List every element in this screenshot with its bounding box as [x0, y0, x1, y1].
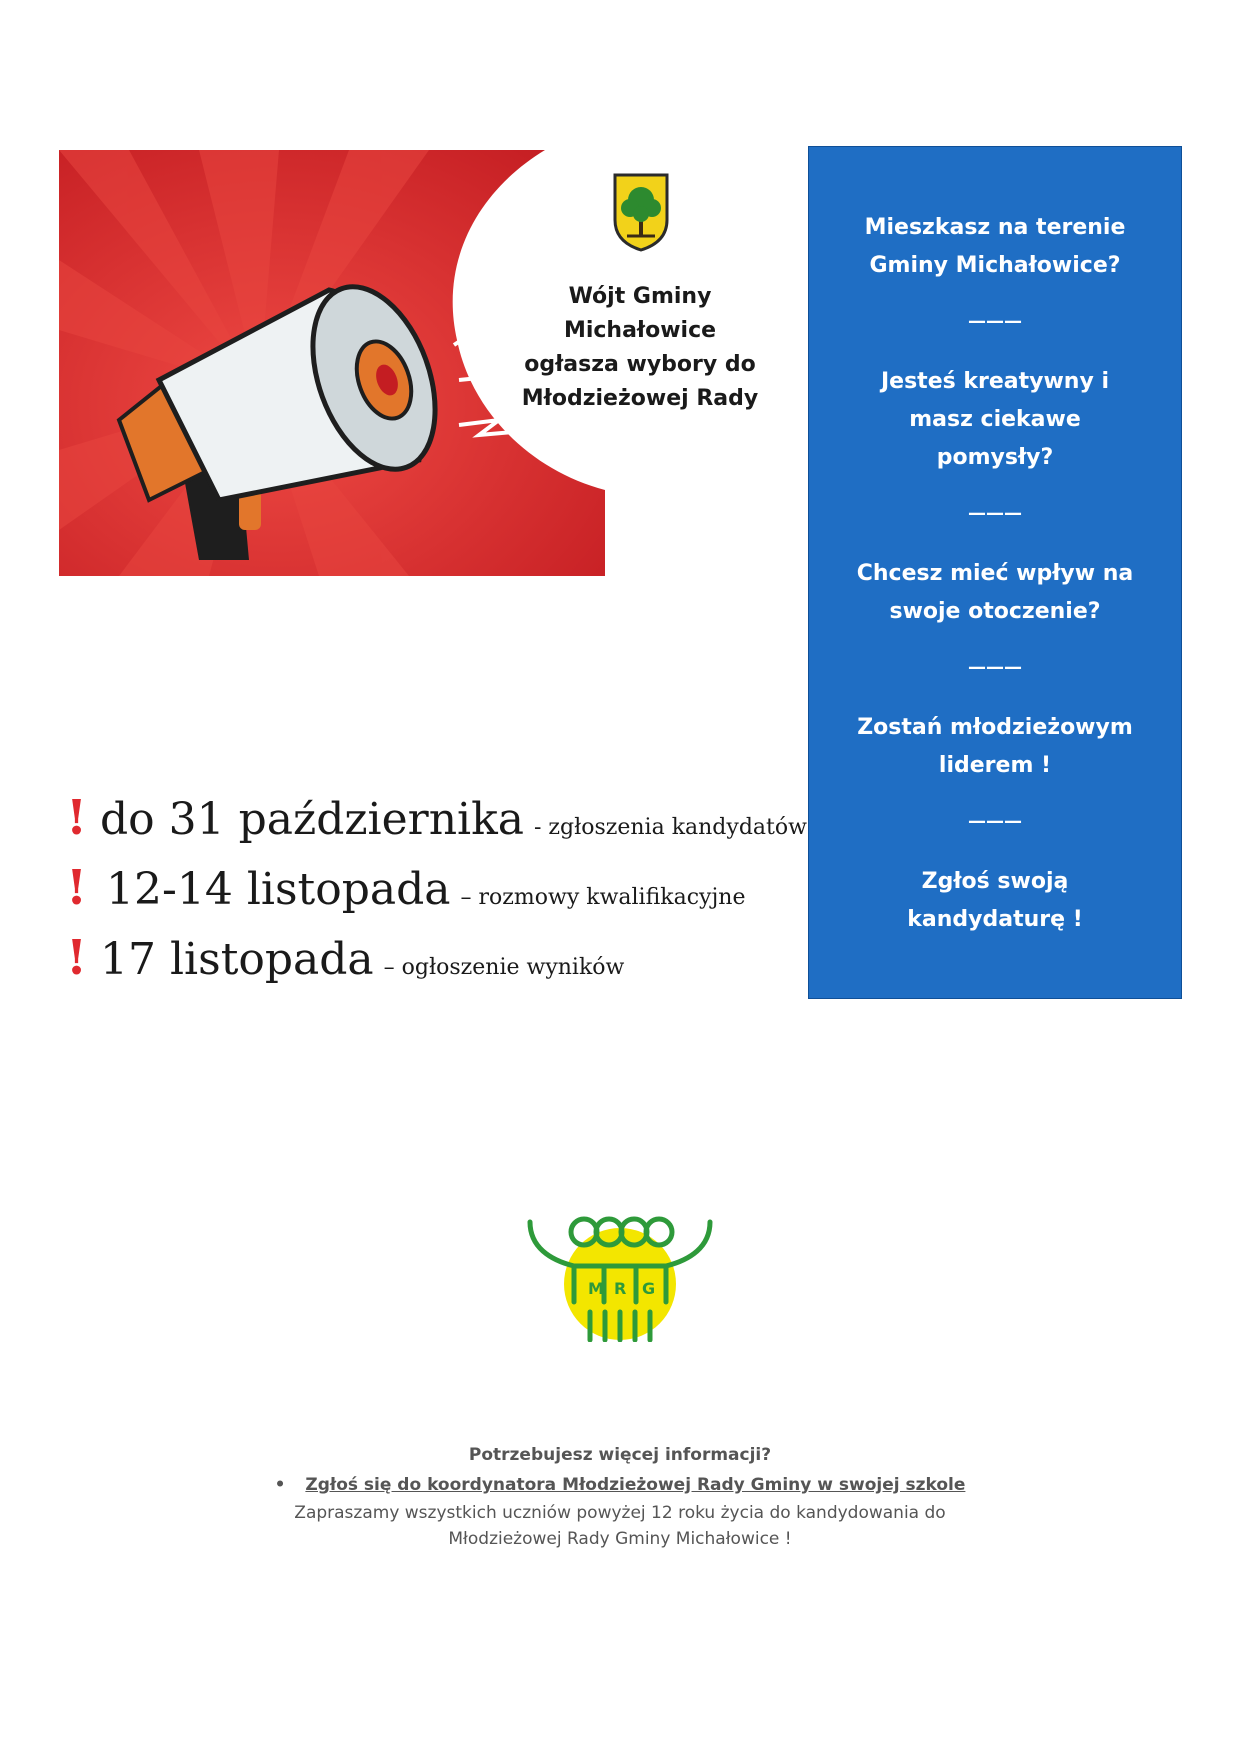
panel-question-line: Chcesz mieć wpływ na: [856, 561, 1134, 586]
footer-link-row: [250, 1470, 990, 1500]
date-main: 12-14 listopada: [106, 864, 451, 915]
panel-question-line: masz ciekawe: [909, 407, 1081, 432]
logo-letter-m: M: [588, 1279, 604, 1298]
date-row: [66, 930, 624, 986]
coordinator-link[interactable]: Zgłoś się do koordynatora Młodzieżowej Rady Gminy w swojej szkole: [305, 1475, 966, 1495]
panel-question: [809, 709, 1181, 785]
panel-separator: ———: [968, 657, 1022, 678]
panel-question-line: Jesteś kreatywny i: [880, 369, 1110, 394]
mrg-logo: [520, 1202, 720, 1342]
panel-question: [809, 209, 1181, 285]
date-row: [66, 860, 745, 916]
panel-question: [809, 555, 1181, 631]
panel-question-line: swoje otoczenie?: [889, 599, 1101, 624]
panel-question-line: Zgłoś swoją: [921, 869, 1069, 894]
coat-of-arms-icon: [612, 172, 670, 252]
coat-of-arms-logo: [612, 172, 670, 252]
panel-question: [809, 863, 1181, 939]
footer-question: Potrzebujesz więcej informacji?: [468, 1445, 772, 1465]
logo-letter-g: G: [642, 1279, 656, 1298]
date-row: [66, 790, 807, 846]
panel-separator: ———: [968, 811, 1022, 832]
announcement-line: Michałowice: [563, 318, 717, 343]
date-description: – ogłoszenie wyników: [383, 955, 625, 980]
panel-question-line: liderem !: [938, 753, 1052, 778]
panel-question-line: Zostań młodzieżowym: [857, 715, 1133, 740]
date-description: - zgłoszenia kandydatów: [534, 815, 807, 840]
announcement-line: ogłasza wybory do: [524, 352, 756, 377]
panel-separator: ———: [968, 311, 1022, 332]
logo-letter-r: R: [614, 1279, 627, 1298]
footer-invite-line: Młodzieżowej Rady Gminy Michałowice !: [448, 1529, 792, 1549]
panel-question-line: Gminy Michałowice?: [869, 253, 1121, 278]
panel-question-line: pomysły?: [936, 445, 1054, 470]
panel-separator: ———: [968, 503, 1022, 524]
youth-council-logo-icon: [520, 1202, 720, 1342]
panel-question-line: kandydaturę !: [907, 907, 1083, 932]
announcement-text: [490, 280, 790, 416]
footer-info: [250, 1440, 990, 1552]
exclamation-icon: !: [66, 930, 88, 986]
date-description: – rozmowy kwalifikacyjne: [460, 885, 746, 910]
panel-question-line: Mieszkasz na terenie: [864, 215, 1126, 240]
announcement-line: Młodzieżowej Rady: [521, 386, 759, 411]
footer-invite-line: Zapraszamy wszystkich uczniów powyżej 12 roku życia do kandydowania do: [294, 1503, 946, 1523]
exclamation-icon: !: [66, 790, 88, 846]
panel-question: [809, 363, 1181, 477]
bullet-icon: •: [274, 1475, 286, 1495]
date-main: 17 listopada: [100, 934, 374, 985]
announcement-line: Wójt Gminy: [568, 284, 712, 309]
questions-panel: [808, 146, 1182, 999]
date-main: do 31 października: [100, 794, 524, 845]
exclamation-icon: !: [66, 860, 88, 916]
